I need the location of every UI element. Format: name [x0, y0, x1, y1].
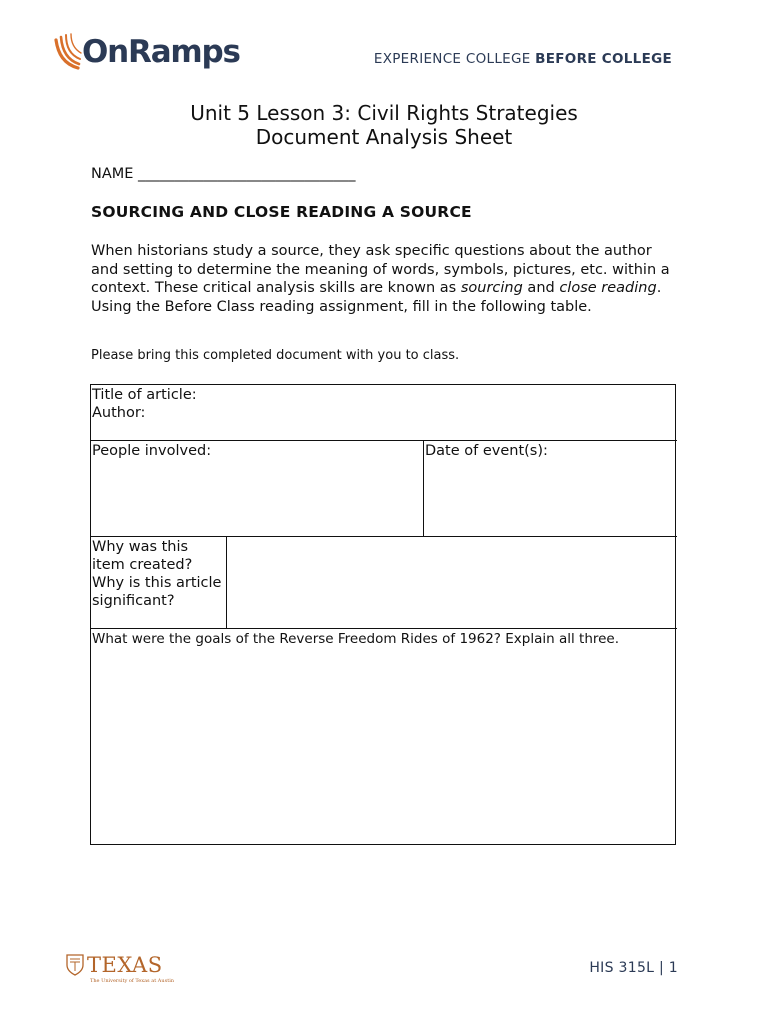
texas-subtitle: The University of Texas at Austin	[90, 978, 175, 984]
name-field: NAME ______________________________	[91, 166, 356, 182]
texas-wordmark: TEXAS	[87, 953, 163, 977]
page-footer-code: HIS 315L | 1	[589, 960, 678, 976]
date-of-events-label: Date of event(s):	[425, 443, 548, 459]
para-text-3: . Using the Before Class reading assignment, fill in the following table.	[91, 280, 662, 315]
header-tagline	[374, 51, 672, 67]
author-label: Author:	[92, 405, 146, 421]
onramps-logo	[50, 32, 240, 72]
why-created-label: Why was this item created? Why is this article significant?	[92, 539, 222, 609]
para-emphasis-sourcing: sourcing	[460, 280, 523, 296]
section-heading: SOURCING AND CLOSE READING A SOURCE	[91, 203, 472, 221]
ut-shield-icon	[66, 954, 84, 976]
tagline-regular: EXPERIENCE COLLEGE	[373, 51, 536, 67]
page-title-line1: Unit 5 Lesson 3: Civil Rights Strategies	[190, 101, 578, 125]
para-text-2: and	[522, 280, 560, 296]
goals-question-label: What were the goals of the Reverse Freedom Rides of 1962? Explain all three.	[92, 631, 620, 647]
analysis-table	[90, 384, 676, 845]
title-of-article-label: Title of article:	[92, 387, 197, 403]
ut-texas-logo	[66, 954, 163, 976]
tagline-bold: BEFORE COLLEGE	[535, 51, 672, 67]
people-involved-cell[interactable]	[91, 441, 423, 536]
onramps-swoosh-icon	[50, 32, 84, 72]
people-involved-label: People involved:	[92, 443, 212, 459]
goals-question-cell[interactable]	[91, 629, 677, 844]
page-header	[0, 0, 768, 90]
logo-wordmark: OnRamps	[82, 34, 240, 70]
why-created-label-cell	[91, 537, 225, 628]
why-created-answer-cell[interactable]	[227, 537, 676, 628]
page-title-line2: Document Analysis Sheet	[255, 125, 513, 149]
title-author-cell[interactable]	[91, 385, 677, 440]
instructions-paragraph	[91, 242, 681, 316]
date-of-events-cell[interactable]	[424, 441, 676, 536]
bring-document-note: Please bring this completed document with you to class.	[91, 348, 460, 363]
para-text-1: When historians study a source, they ask specific questions about the author and setting to determine the meaning of words, symbols, pictures, etc. within a context. These critical analysis skills are known as	[91, 243, 670, 296]
para-emphasis-close-reading: close reading	[559, 280, 657, 296]
